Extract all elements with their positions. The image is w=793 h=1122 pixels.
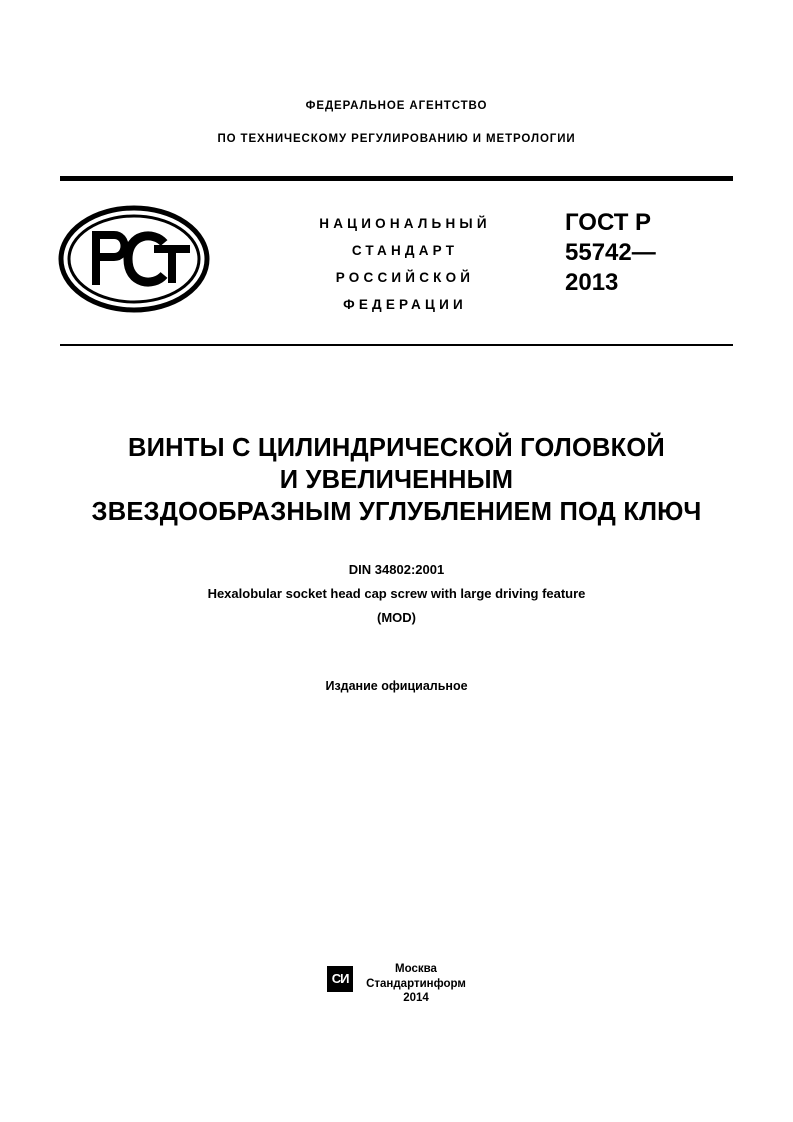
divider-bottom	[60, 344, 733, 346]
designation-line-2: 55742—	[565, 239, 656, 266]
designation-line-3: 2013	[565, 269, 619, 296]
national-standard-line-3: РОССИЙСКОЙ	[335, 270, 475, 285]
designation-line-1: ГОСТ Р	[565, 209, 652, 236]
national-standard-line-2: СТАНДАРТ	[351, 243, 459, 258]
publisher-city: Москва	[395, 963, 437, 975]
standartinform-logo-icon: СИ	[327, 966, 353, 992]
official-edition-note: Издание официальное	[325, 679, 468, 693]
rst-emblem-icon	[58, 205, 210, 313]
page-title-line-3: ЗВЕЗДООБРАЗНЫМ УГЛУБЛЕНИЕМ ПОД КЛЮЧ	[91, 498, 702, 526]
national-standard-line-1: НАЦИОНАЛЬНЫЙ	[319, 216, 491, 231]
publisher-name: Стандартинформ	[366, 977, 466, 990]
equivalent-standard-code: DIN 34802:2001	[348, 562, 445, 577]
standard-designation	[565, 208, 740, 298]
page-title	[60, 432, 733, 528]
national-standard-line-4: ФЕДЕРАЦИИ	[343, 297, 467, 312]
equivalent-standard-modifier: (MOD)	[377, 610, 416, 625]
agency-header	[0, 100, 793, 145]
agency-line-2: ПО ТЕХНИЧЕСКОМУ РЕГУЛИРОВАНИЮ И МЕТРОЛОГИИ	[217, 133, 576, 145]
page-title-line-2: И УВЕЛИЧЕННЫМ	[279, 466, 514, 494]
equivalent-standard-title: Hexalobular socket head cap screw with large driving feature	[207, 586, 586, 601]
publisher-block	[0, 962, 793, 1006]
publisher-text	[366, 962, 466, 1006]
national-standard-block	[235, 210, 575, 318]
page-title-line-1: ВИНТЫ С ЦИЛИНДРИЧЕСКОЙ ГОЛОВКОЙ	[128, 434, 665, 462]
divider-top	[60, 176, 733, 181]
equivalent-standard-block	[60, 558, 733, 630]
publisher-year: 2014	[403, 992, 429, 1004]
agency-line-1: ФЕДЕРАЛЬНОЕ АГЕНТСТВО	[305, 100, 488, 112]
